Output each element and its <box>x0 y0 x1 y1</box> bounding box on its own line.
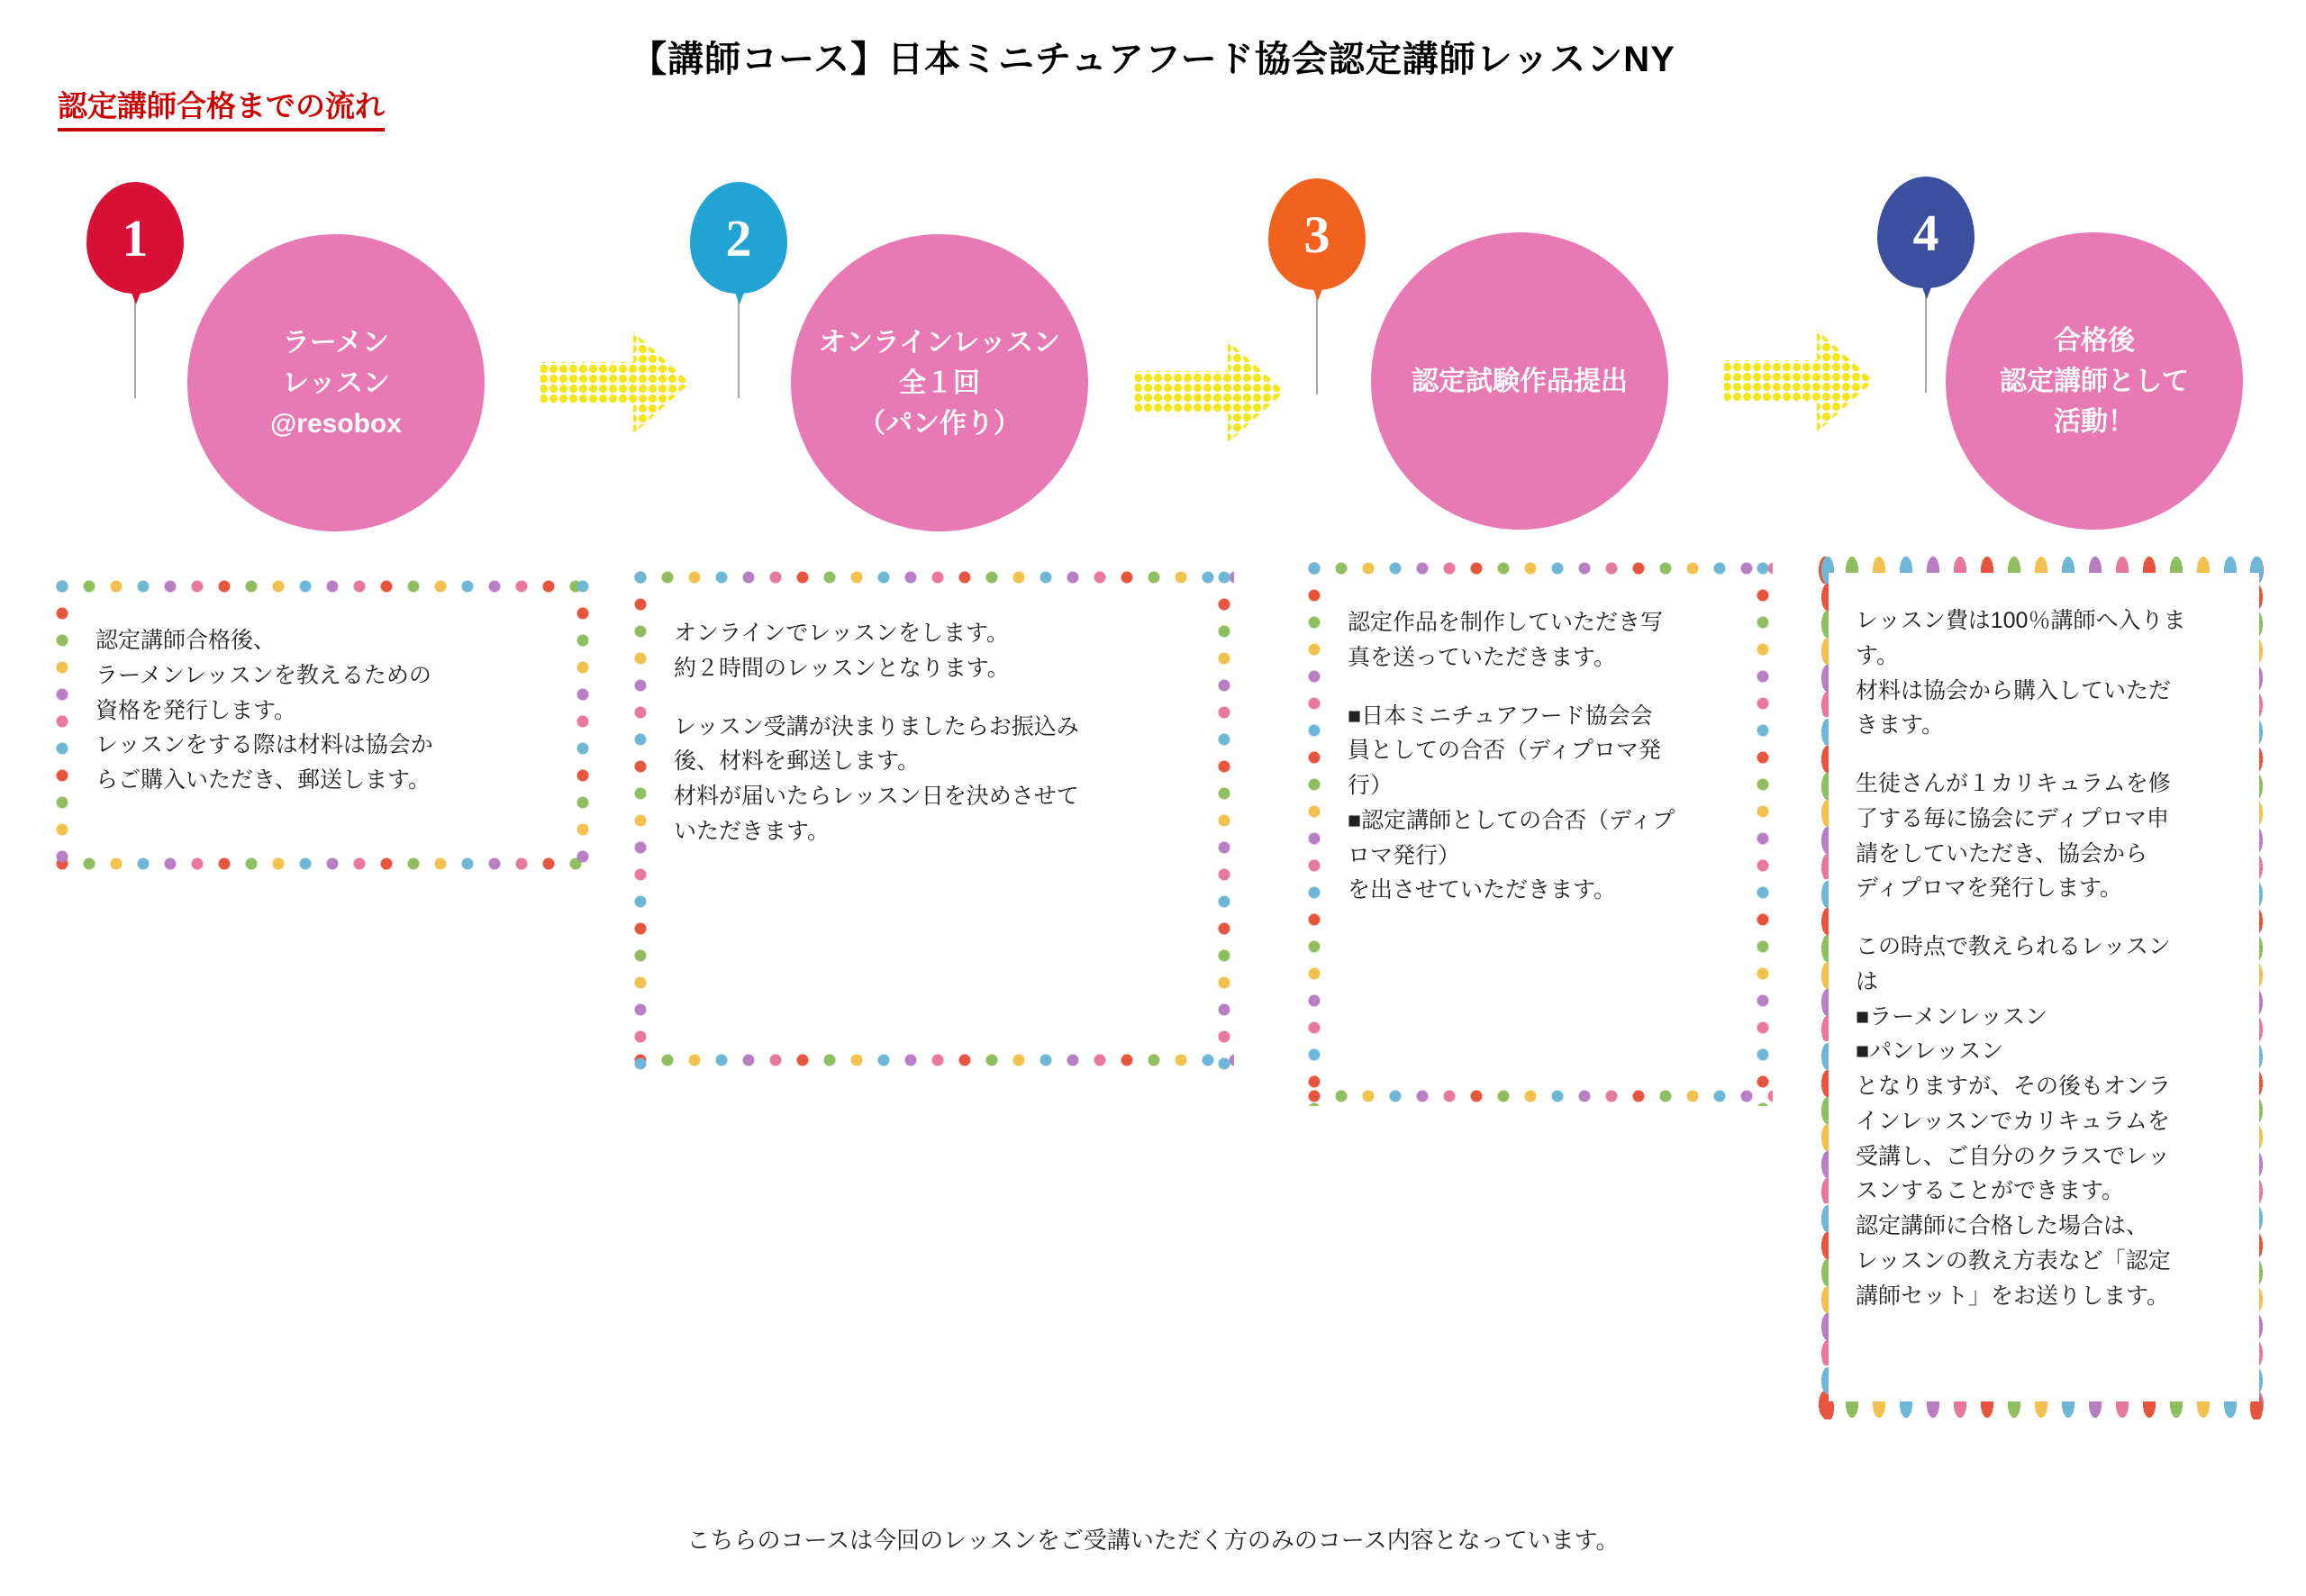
balloon-tail <box>1312 285 1324 301</box>
balloon-tail <box>733 288 746 304</box>
panel-3-line-5: 行） <box>1348 773 1394 798</box>
panel-4-line-15: 受講し、ご自分のクラスでレッ <box>1856 1143 2171 1169</box>
panel-4-line-6: 了する毎に協会にディプロマ申 <box>1856 805 2170 831</box>
step-1-balloon <box>86 182 184 301</box>
panel-4-line-1: レッスン費は100％講師へ入りま <box>1856 608 2186 633</box>
balloon-body <box>86 182 184 294</box>
panel-3-text <box>1321 575 1757 1088</box>
step-4-circle-line-2: 認定講師として <box>2000 366 2189 396</box>
step-2-circle <box>791 234 1088 531</box>
panel-3-line-4: 員としての合否（ディプロマ発 <box>1348 738 1662 764</box>
panel-4-line-5: 生徒さんが１カリキュラムを修 <box>1856 771 2171 796</box>
step-2-balloon <box>690 182 787 301</box>
panel-1-text <box>68 593 576 857</box>
balloon-string <box>738 299 740 398</box>
step-3-circle <box>1371 232 1668 530</box>
panel-1-line-5: らご購入いただき、郵送します。 <box>95 767 431 793</box>
panel-3-line-3: ■日本ミニチュアフード協会会 <box>1348 703 1653 729</box>
panel-2-line-3: レッスン受講が決まりましたらお振込み <box>674 713 1079 739</box>
panel-4-line-13: となりますが、その後もオンラ <box>1856 1074 2172 1099</box>
section-subtitle: 認定講師合格までの流れ <box>58 83 385 131</box>
panel-2-line-6: いただきます。 <box>674 818 831 844</box>
step-2-circle-line-1: オンラインレッスン <box>818 327 1061 358</box>
panel-4-line-7: 請をしていただき、協会から <box>1856 840 2148 866</box>
panel-2-text <box>647 585 1218 1052</box>
balloon-string <box>1925 294 1927 393</box>
panel-4-line-18: レッスンの教え方表など「認定 <box>1856 1247 2171 1274</box>
balloon-string <box>134 299 136 398</box>
balloon-body <box>1268 178 1366 290</box>
panel-2-line-2: 約２時間のレッスンとなります。 <box>674 655 1010 681</box>
step-1-circle-line-2: レッスン <box>282 367 390 398</box>
panel-1-line-4: レッスンをする際は材料は協会か <box>95 732 433 758</box>
panel-4-line-19: 講師セット」をお送りします。 <box>1856 1283 2170 1309</box>
balloon-body <box>690 182 787 294</box>
arrow-3-icon <box>1722 322 1875 440</box>
panel-3-line-1: 認定作品を制作していただき写 <box>1348 610 1664 635</box>
panel-3-line-2: 真を送っていただきます。 <box>1348 644 1617 670</box>
panel-2-line-1: オンラインでレッスンをします。 <box>674 621 1010 646</box>
panel-4-line-16: スンすることができます。 <box>1856 1178 2125 1204</box>
step-2-circle-line-3: （パン作り） <box>858 408 1021 439</box>
step-1-circle-line-3: @resobox <box>270 408 402 439</box>
panel-3-line-7: ロマ発行） <box>1348 842 1461 868</box>
step-2-circle-line-2: 全１回 <box>899 367 980 398</box>
balloon-body <box>1877 177 1975 288</box>
balloon-tail <box>130 288 142 304</box>
balloon-tail <box>1920 283 1933 299</box>
step-4-balloon <box>1877 177 1975 295</box>
arrow-2-icon <box>1133 333 1286 450</box>
step-3-balloon <box>1268 178 1366 297</box>
panel-4-line-11: ■ラーメンレッスン <box>1856 1003 2047 1029</box>
step-1-circle <box>187 234 485 531</box>
step-4-circle <box>1946 232 2243 530</box>
panel-2-line-5: 材料が届いたらレッスン日を決めさせて <box>674 784 1079 809</box>
panel-4-line-12: ■パンレッスン <box>1856 1038 2004 1065</box>
panel-4-line-17: 認定講師に合格した場合は、 <box>1856 1213 2149 1238</box>
balloon-string <box>1316 295 1318 394</box>
panel-4-line-4: きます。 <box>1856 712 1945 739</box>
panel-4-line-2: す。 <box>1856 642 1900 668</box>
panel-1-line-1: 認定講師合格後、 <box>95 628 277 653</box>
step-4-circle-line-3: 活動！ <box>2054 406 2135 437</box>
step-4-number: 4 <box>1912 203 1939 262</box>
panel-4-line-14: インレッスンでカリキュラムを <box>1856 1108 2170 1134</box>
panel-1-line-3: 資格を発行します。 <box>95 697 297 723</box>
panel-4-line-8: ディプロマを発行します。 <box>1856 875 2123 902</box>
panel-4-line-3: 材料は協会から購入していただ <box>1856 677 2172 703</box>
panel-3-line-6: ■認定講師としての合否（ディプ <box>1348 807 1675 833</box>
panel-2-line-4: 後、材料を郵送します。 <box>674 748 921 775</box>
step-3-circle-line-1: 認定試験作品提出 <box>1412 366 1628 396</box>
step-4-circle-line-1: 合格後 <box>2054 325 2135 356</box>
panel-4-line-10: は <box>1856 968 1879 994</box>
step-3-number: 3 <box>1303 204 1330 264</box>
step-1-circle-line-1: ラーメン <box>282 327 390 358</box>
arrow-1-icon <box>539 324 692 441</box>
page-title: 【講師コース】日本ミニチュアフード協会認定講師レッスンNY <box>631 40 1675 79</box>
footnote: こちらのコースは今回のレッスンをご受講いただく方のみのコース内容となっています。 <box>686 1527 1620 1554</box>
step-2-number: 2 <box>725 208 752 268</box>
panel-3-line-8: を出させていただきます。 <box>1348 877 1617 903</box>
panel-1-line-2: ラーメンレッスンを教えるための <box>95 662 431 688</box>
panel-4-text <box>1829 573 2259 1401</box>
panel-4-line-9: この時点で教えられるレッスン <box>1856 934 2171 959</box>
step-1-number: 1 <box>122 208 149 268</box>
